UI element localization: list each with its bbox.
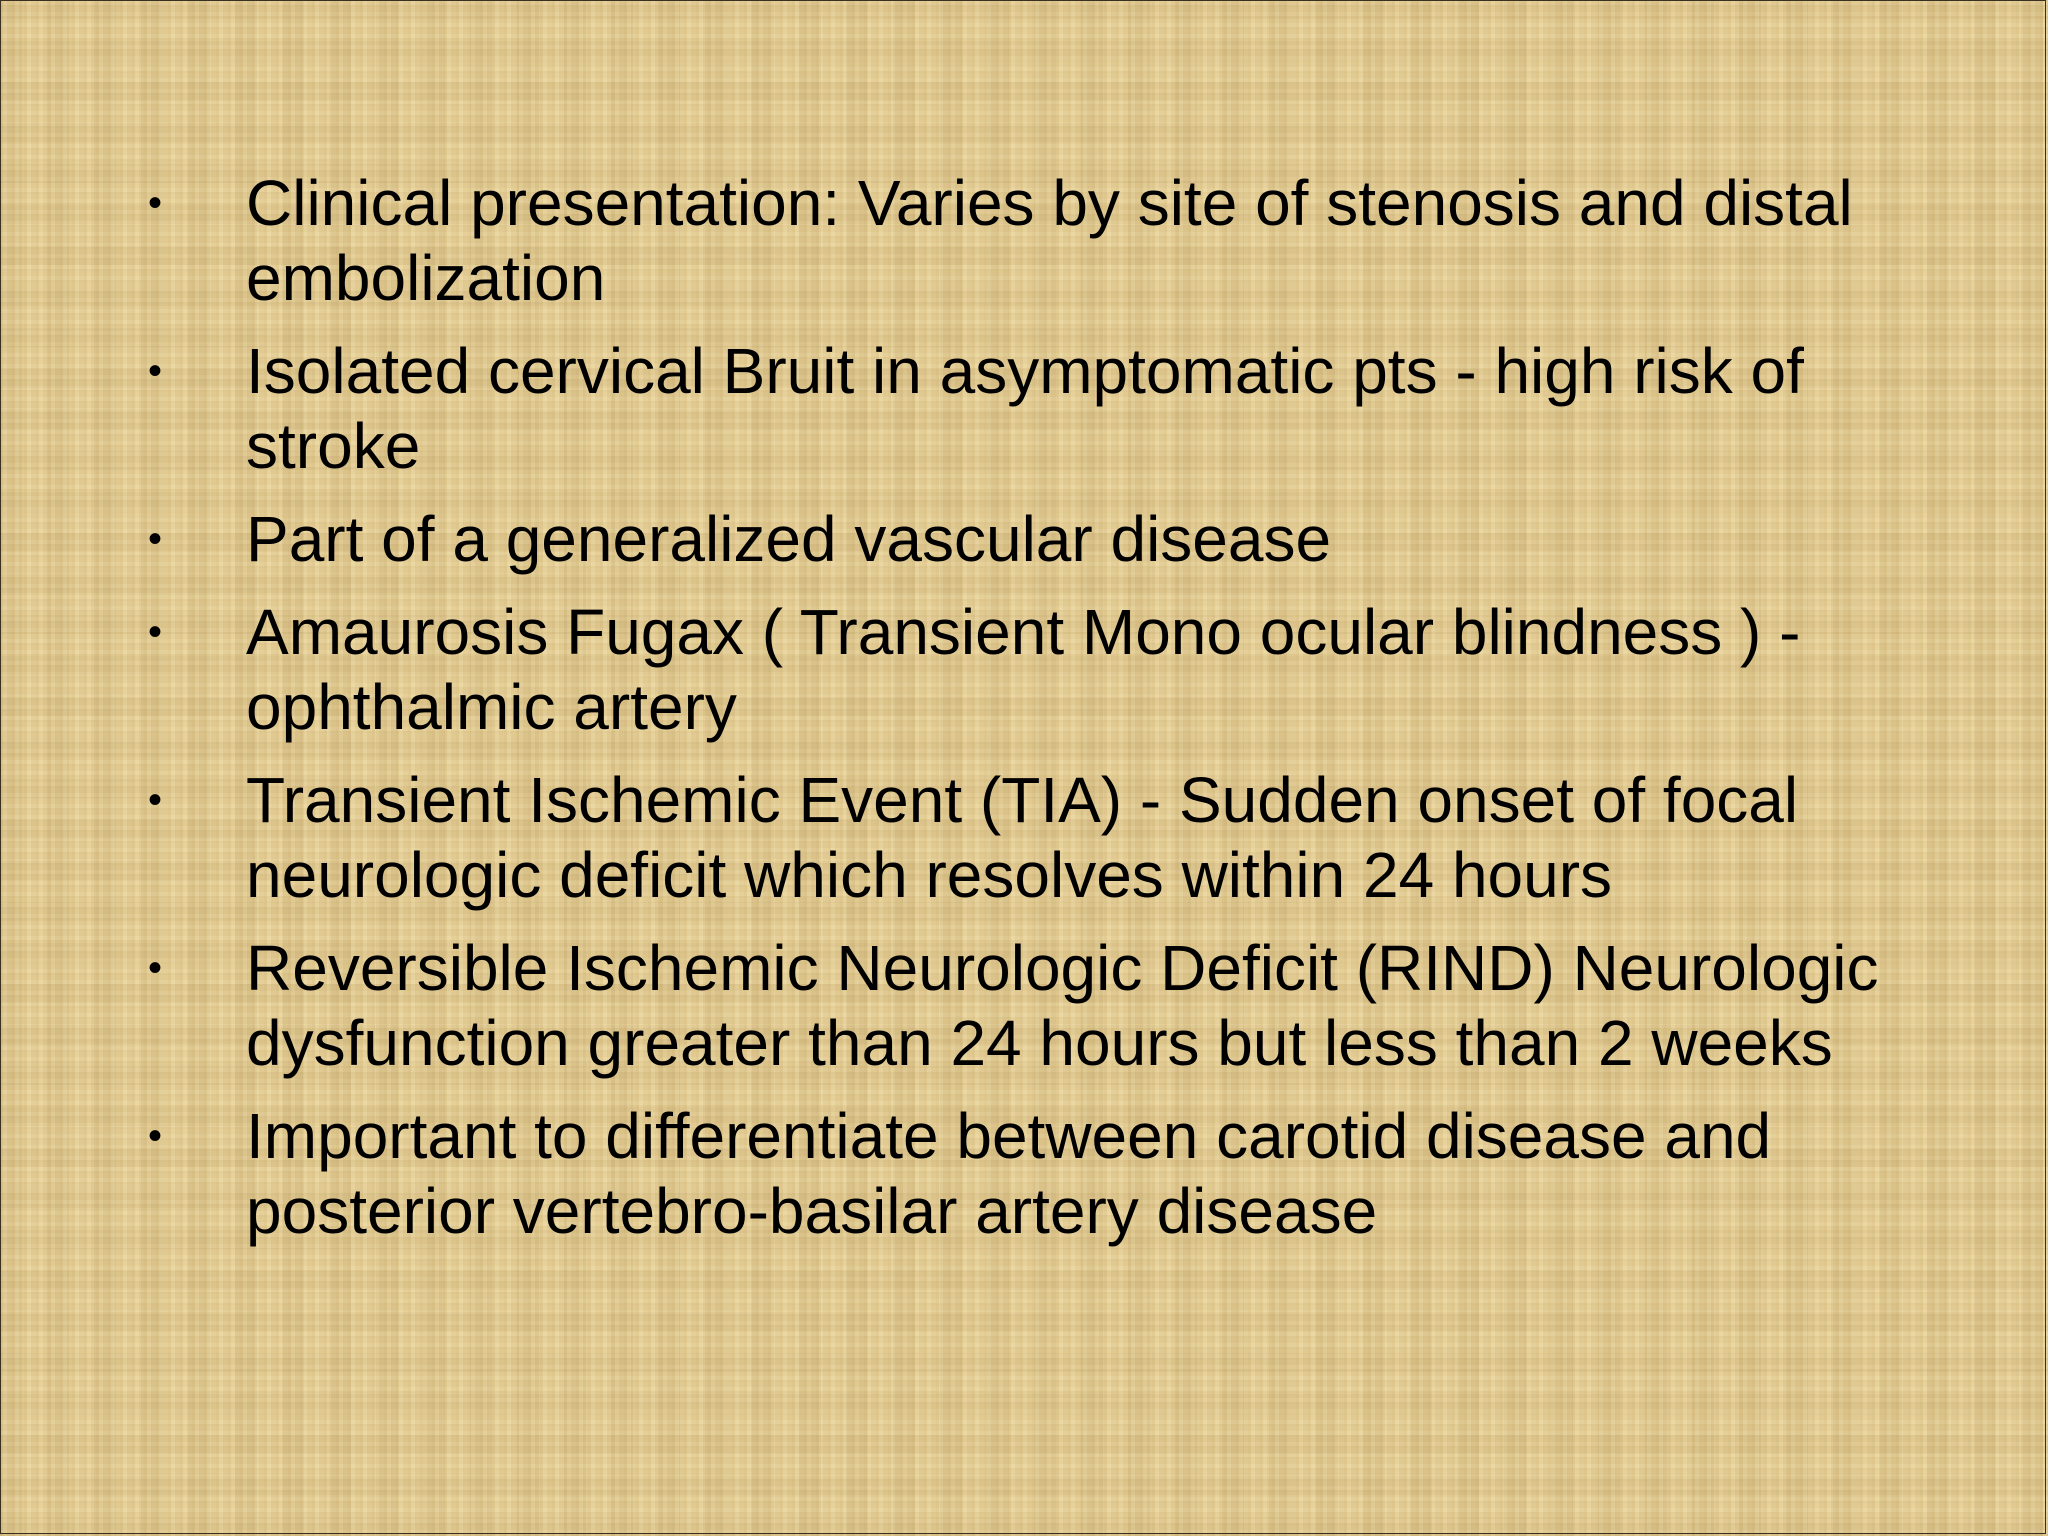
bullet-item <box>140 763 1920 913</box>
bullet-dot-icon: • <box>148 610 163 654</box>
bullet-dot-icon: • <box>148 349 163 393</box>
bullet-item <box>140 166 1920 316</box>
bullet-text: Clinical presentation: Varies by site of stenosis and distal embolization <box>246 167 1853 314</box>
bullet-dot-icon: • <box>148 1114 163 1158</box>
bullet-item <box>140 595 1920 745</box>
bullet-item <box>140 1099 1920 1249</box>
bullet-dot-icon: • <box>148 778 163 822</box>
bullet-text: Reversible Ischemic Neurologic Deficit (RIND) Neurologic dysfunction greater than 24 hours but less than 2 weeks <box>246 932 1879 1079</box>
bullet-dot-icon: • <box>148 517 163 561</box>
bullet-list <box>140 166 1920 1267</box>
bullet-text: Amaurosis Fugax ( Transient Mono ocular blindness ) - ophthalmic artery <box>246 596 1801 743</box>
bullet-text: Isolated cervical Bruit in asymptomatic pts - high risk of stroke <box>246 335 1804 482</box>
bullet-item <box>140 931 1920 1081</box>
bullet-dot-icon: • <box>148 946 163 990</box>
bullet-item <box>140 502 1920 577</box>
bullet-text: Part of a generalized vascular disease <box>246 503 1332 575</box>
bullet-dot-icon: • <box>148 181 163 225</box>
bullet-item <box>140 334 1920 484</box>
bullet-text: Transient Ischemic Event (TIA) - Sudden onset of focal neurologic deficit which resolves within 24 hours <box>246 764 1799 911</box>
bullet-text: Important to differentiate between carotid disease and posterior vertebro-basilar artery disease <box>246 1100 1772 1247</box>
